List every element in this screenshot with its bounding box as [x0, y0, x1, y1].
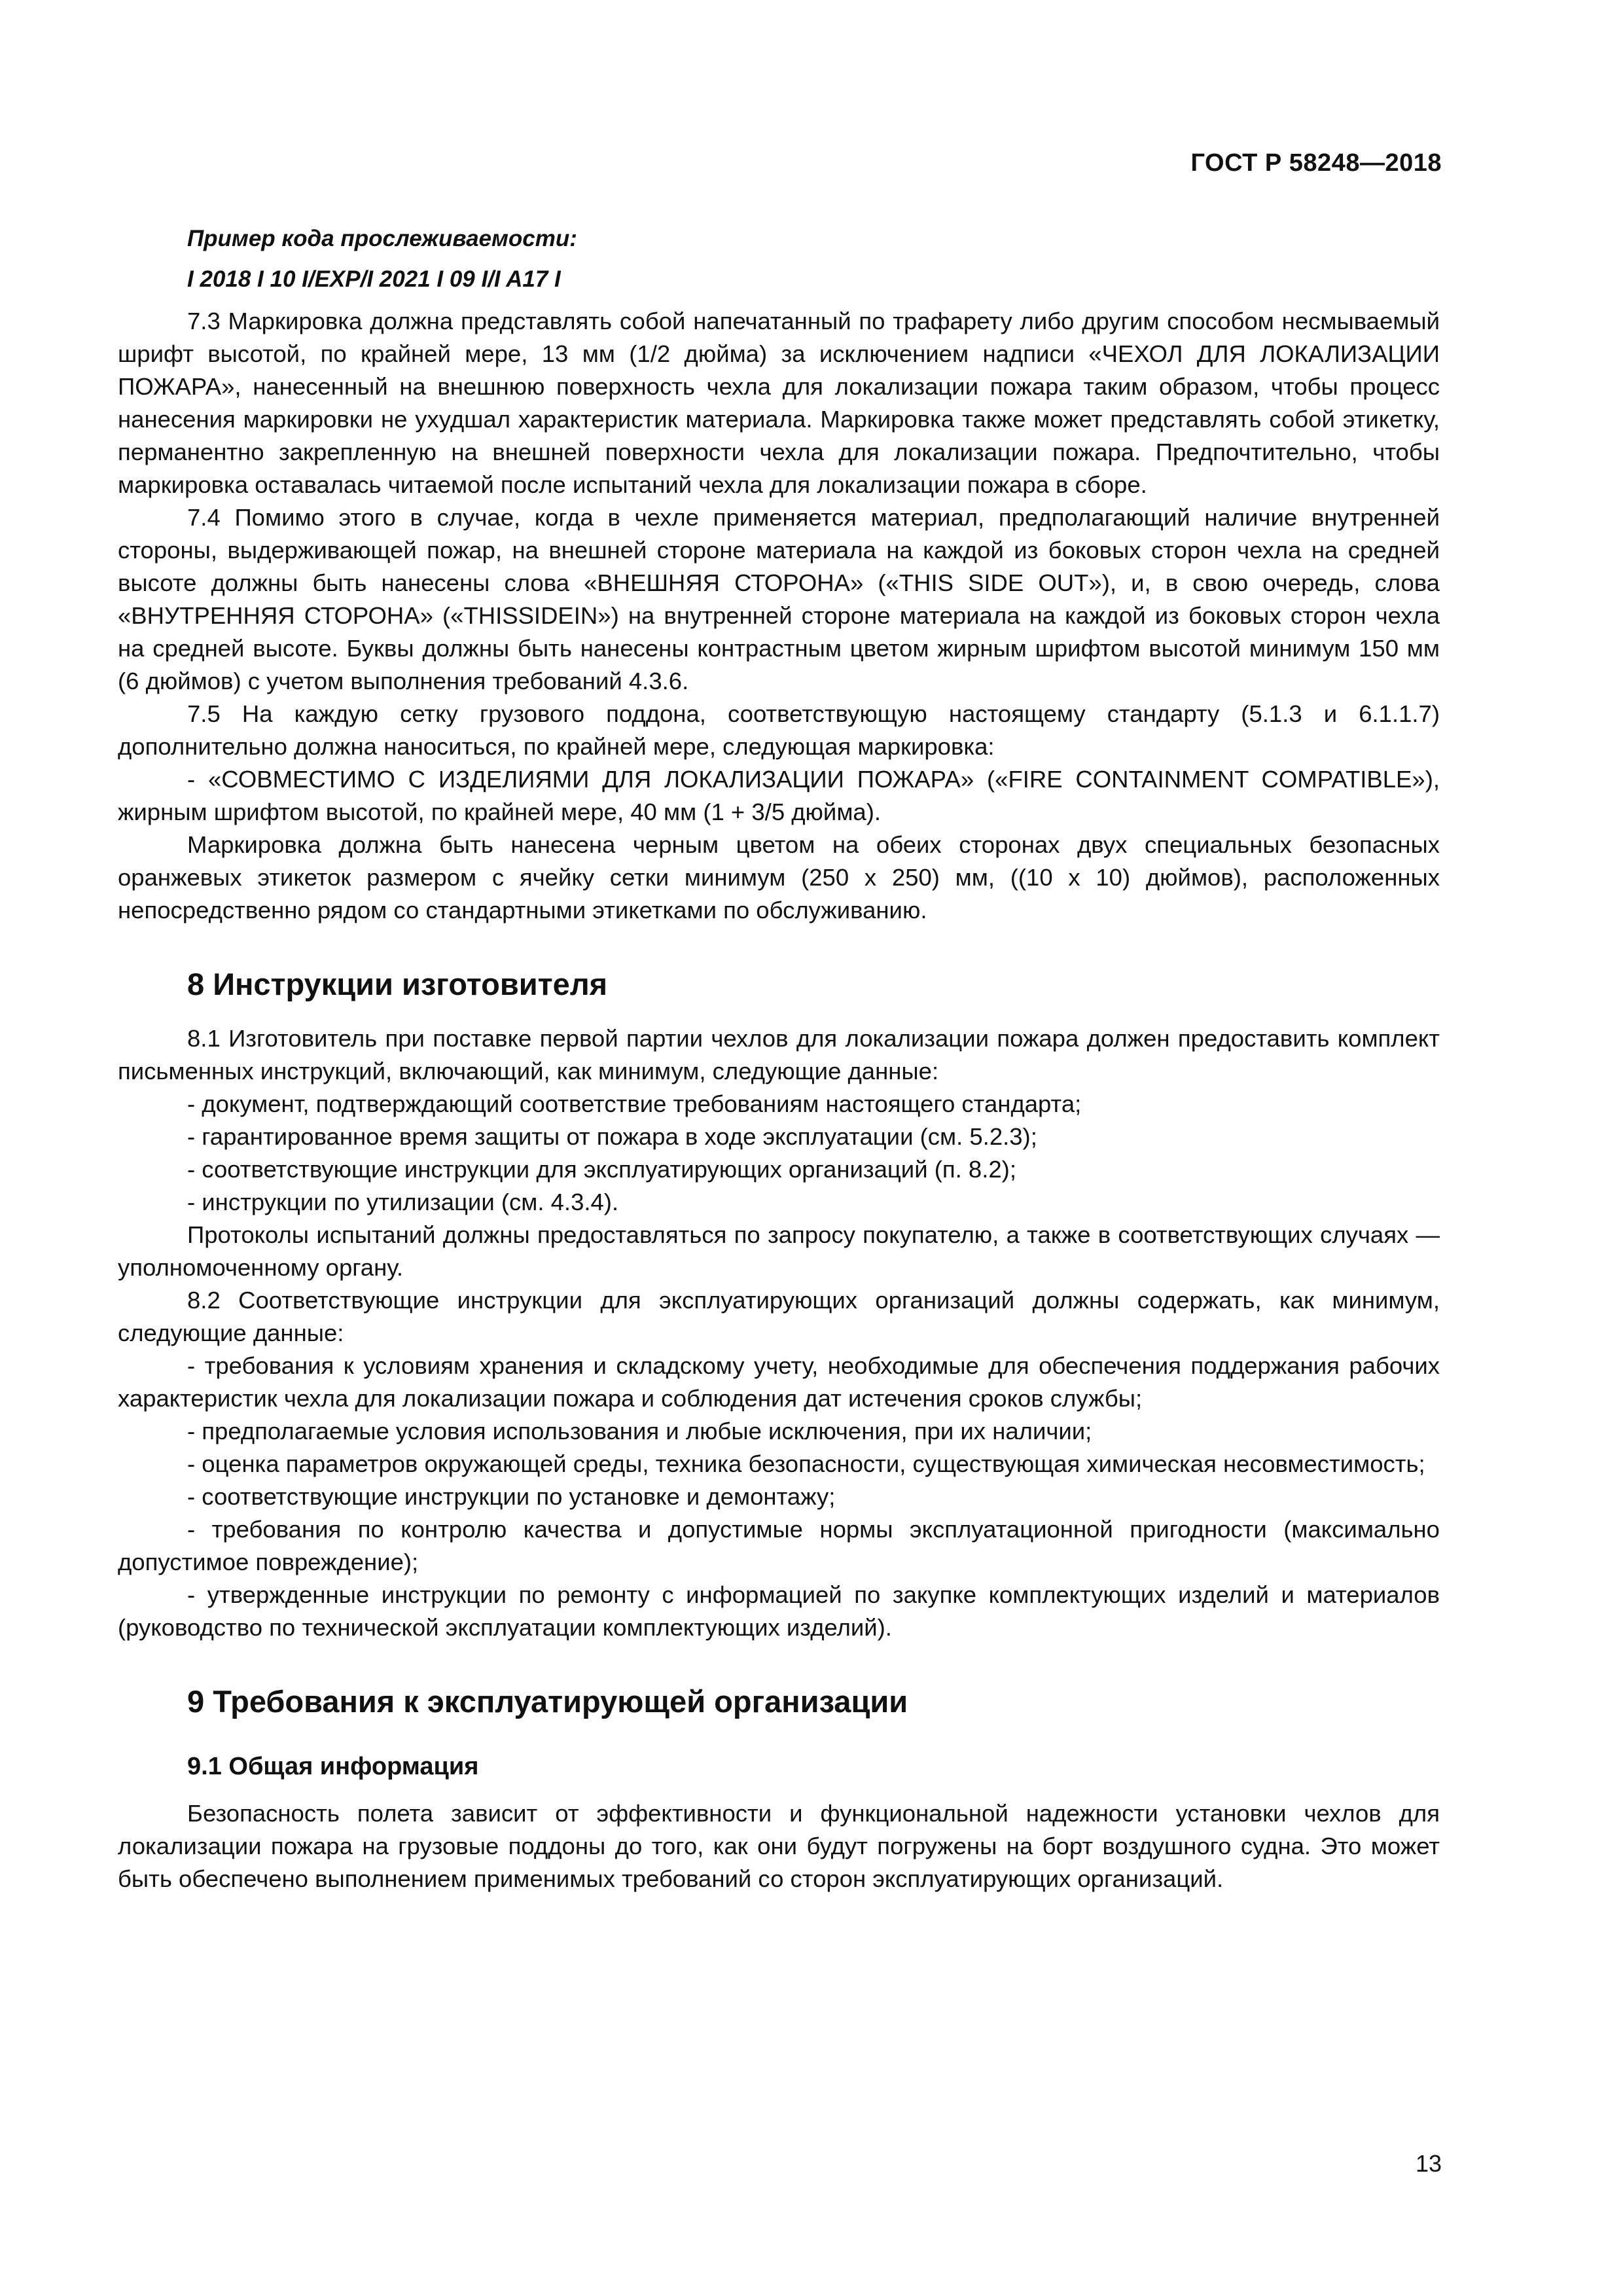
example-label: Пример кода прослеживаемости: — [187, 226, 577, 251]
section-9-1-heading: 9.1 Общая информация — [187, 1753, 479, 1780]
section-8-heading: 8 Инструкции изготовителя — [187, 967, 608, 1001]
paragraph-7-4: 7.4 Помимо этого в случае, когда в чехле применяется материал, предполагающий наличие внутренней стороны, выдерживающей пожар, на внешней стороне материала на каждой из боковых сторон чехла на средней высоте должны быть нанесены слова «ВНЕШНЯЯ СТОРОНА» («THIS SIDE OUT»), и, в свою очередь, слова «ВНУТРЕННЯЯ СТОРОНА» («THISSIDEIN») на внутренней стороне материала на каждой из боковых сторон чехла на средней высоте. Буквы должны быть нанесены контрастным цветом жирным шрифтом высотой минимум 150 мм (6 дюймов) с учетом выполнения требований 4.3.6. — [118, 504, 1440, 694]
list-item: - гарантированное время защиты от пожара в ходе эксплуатации (см. 5.2.3); — [187, 1123, 1037, 1150]
document-id-header: ГОСТ Р 58248—2018 — [1190, 149, 1442, 177]
list-item: - документ, подтверждающий соответствие требованиям настоящего стандарта; — [187, 1090, 1082, 1117]
example-code: I 2018 I 10 I/EXP/I 2021 I 09 I/I A17 I — [187, 266, 561, 292]
list-item: - соответствующие инструкции по установке и демонтажу; — [187, 1483, 836, 1510]
paragraph-7-3: 7.3 Маркировка должна представлять собой напечатанный по трафарету либо другим способом несмываемый шрифт высотой, по крайней мере, 13 мм (1/2 дюйма) за исключением надписи «ЧЕХОЛ ДЛЯ ЛОКАЛИЗАЦИИ ПОЖАРА», нанесенный на внешнюю поверхность чехла для локализации пожара таким образом, чтобы процесс нанесения маркировки не ухудшал характеристик материала. Маркировка также может представлять собой этикетку, перманентно закрепленную на внешней поверхности чехла для локализации пожара. Предпочтительно, чтобы маркировка оставалась читаемой после испытаний чехла для локализации пожара в сборе. — [118, 308, 1440, 498]
paragraph-7-5: 7.5 На каждую сетку грузового поддона, соответствующую настоящему стандарту (5.1.3 и 6.1.1.7) дополнительно должна наноситься, по крайней мере, следующая маркировка: — [118, 700, 1440, 760]
list-item: - утвержденные инструкции по ремонту с информацией по закупке комплектующих изделий и материалов (руководство по технической эксплуатации комплектующих изделий). — [118, 1581, 1440, 1641]
paragraph-8-1: 8.1 Изготовитель при поставке первой партии чехлов для локализации пожара должен предоставить комплект письменных инструкций, включающий, как минимум, следующие данные: — [118, 1025, 1440, 1085]
page-number: 13 — [1415, 2150, 1442, 2177]
list-item: - требования к условиям хранения и складскому учету, необходимые для обеспечения поддержания рабочих характеристик чехла для локализации пожара и соблюдения дат истечения сроков службы; — [118, 1352, 1440, 1412]
paragraph-8-2: 8.2 Соответствующие инструкции для эксплуатирующих организаций должны содержать, как минимум, следующие данные: — [118, 1287, 1440, 1346]
paragraph-9-1: Безопасность полета зависит от эффективности и функциональной надежности установки чехлов для локализации пожара на грузовые поддоны до того, как они будут погружены на борт воздушного судна. Это может быть обеспечено выполнением применимых требований со сторон эксплуатирующих организаций. — [118, 1800, 1440, 1892]
list-item: - инструкции по утилизации (см. 4.3.4). — [187, 1189, 619, 1215]
list-item: - «СОВМЕСТИМО С ИЗДЕЛИЯМИ ДЛЯ ЛОКАЛИЗАЦИИ ПОЖАРА» («FIRE CONTAINMENT COMPATIBLE»), жирным шрифтом высотой, по крайней мере, 40 мм (1 + 3/5 дюйма). — [118, 766, 1440, 825]
list-item: - соответствующие инструкции для эксплуатирующих организаций (п. 8.2); — [187, 1156, 1016, 1183]
section-9-heading: 9 Требования к эксплуатирующей организации — [187, 1684, 908, 1719]
list-item: - предполагаемые условия использования и любые исключения, при их наличии; — [187, 1418, 1092, 1444]
page-content — [118, 223, 1440, 1895]
list-item: - оценка параметров окружающей среды, техника безопасности, существующая химическая несовместимость; — [187, 1450, 1425, 1477]
paragraph-marking: Маркировка должна быть нанесена черным цветом на обеих сторонах двух специальных безопасных оранжевых этикеток размером с ячейку сетки минимум (250 x 250) мм, ((10 x 10) дюймов), расположенных непосредственно рядом со стандартными этикетками по обслуживанию. — [118, 831, 1440, 924]
paragraph-protocols: Протоколы испытаний должны предоставляться по запросу покупателю, а также в соответствующих случаях — уполномоченному органу. — [118, 1221, 1440, 1281]
list-item: - требования по контролю качества и допустимые нормы эксплуатационной пригодности (максимально допустимое повреждение); — [118, 1516, 1440, 1575]
